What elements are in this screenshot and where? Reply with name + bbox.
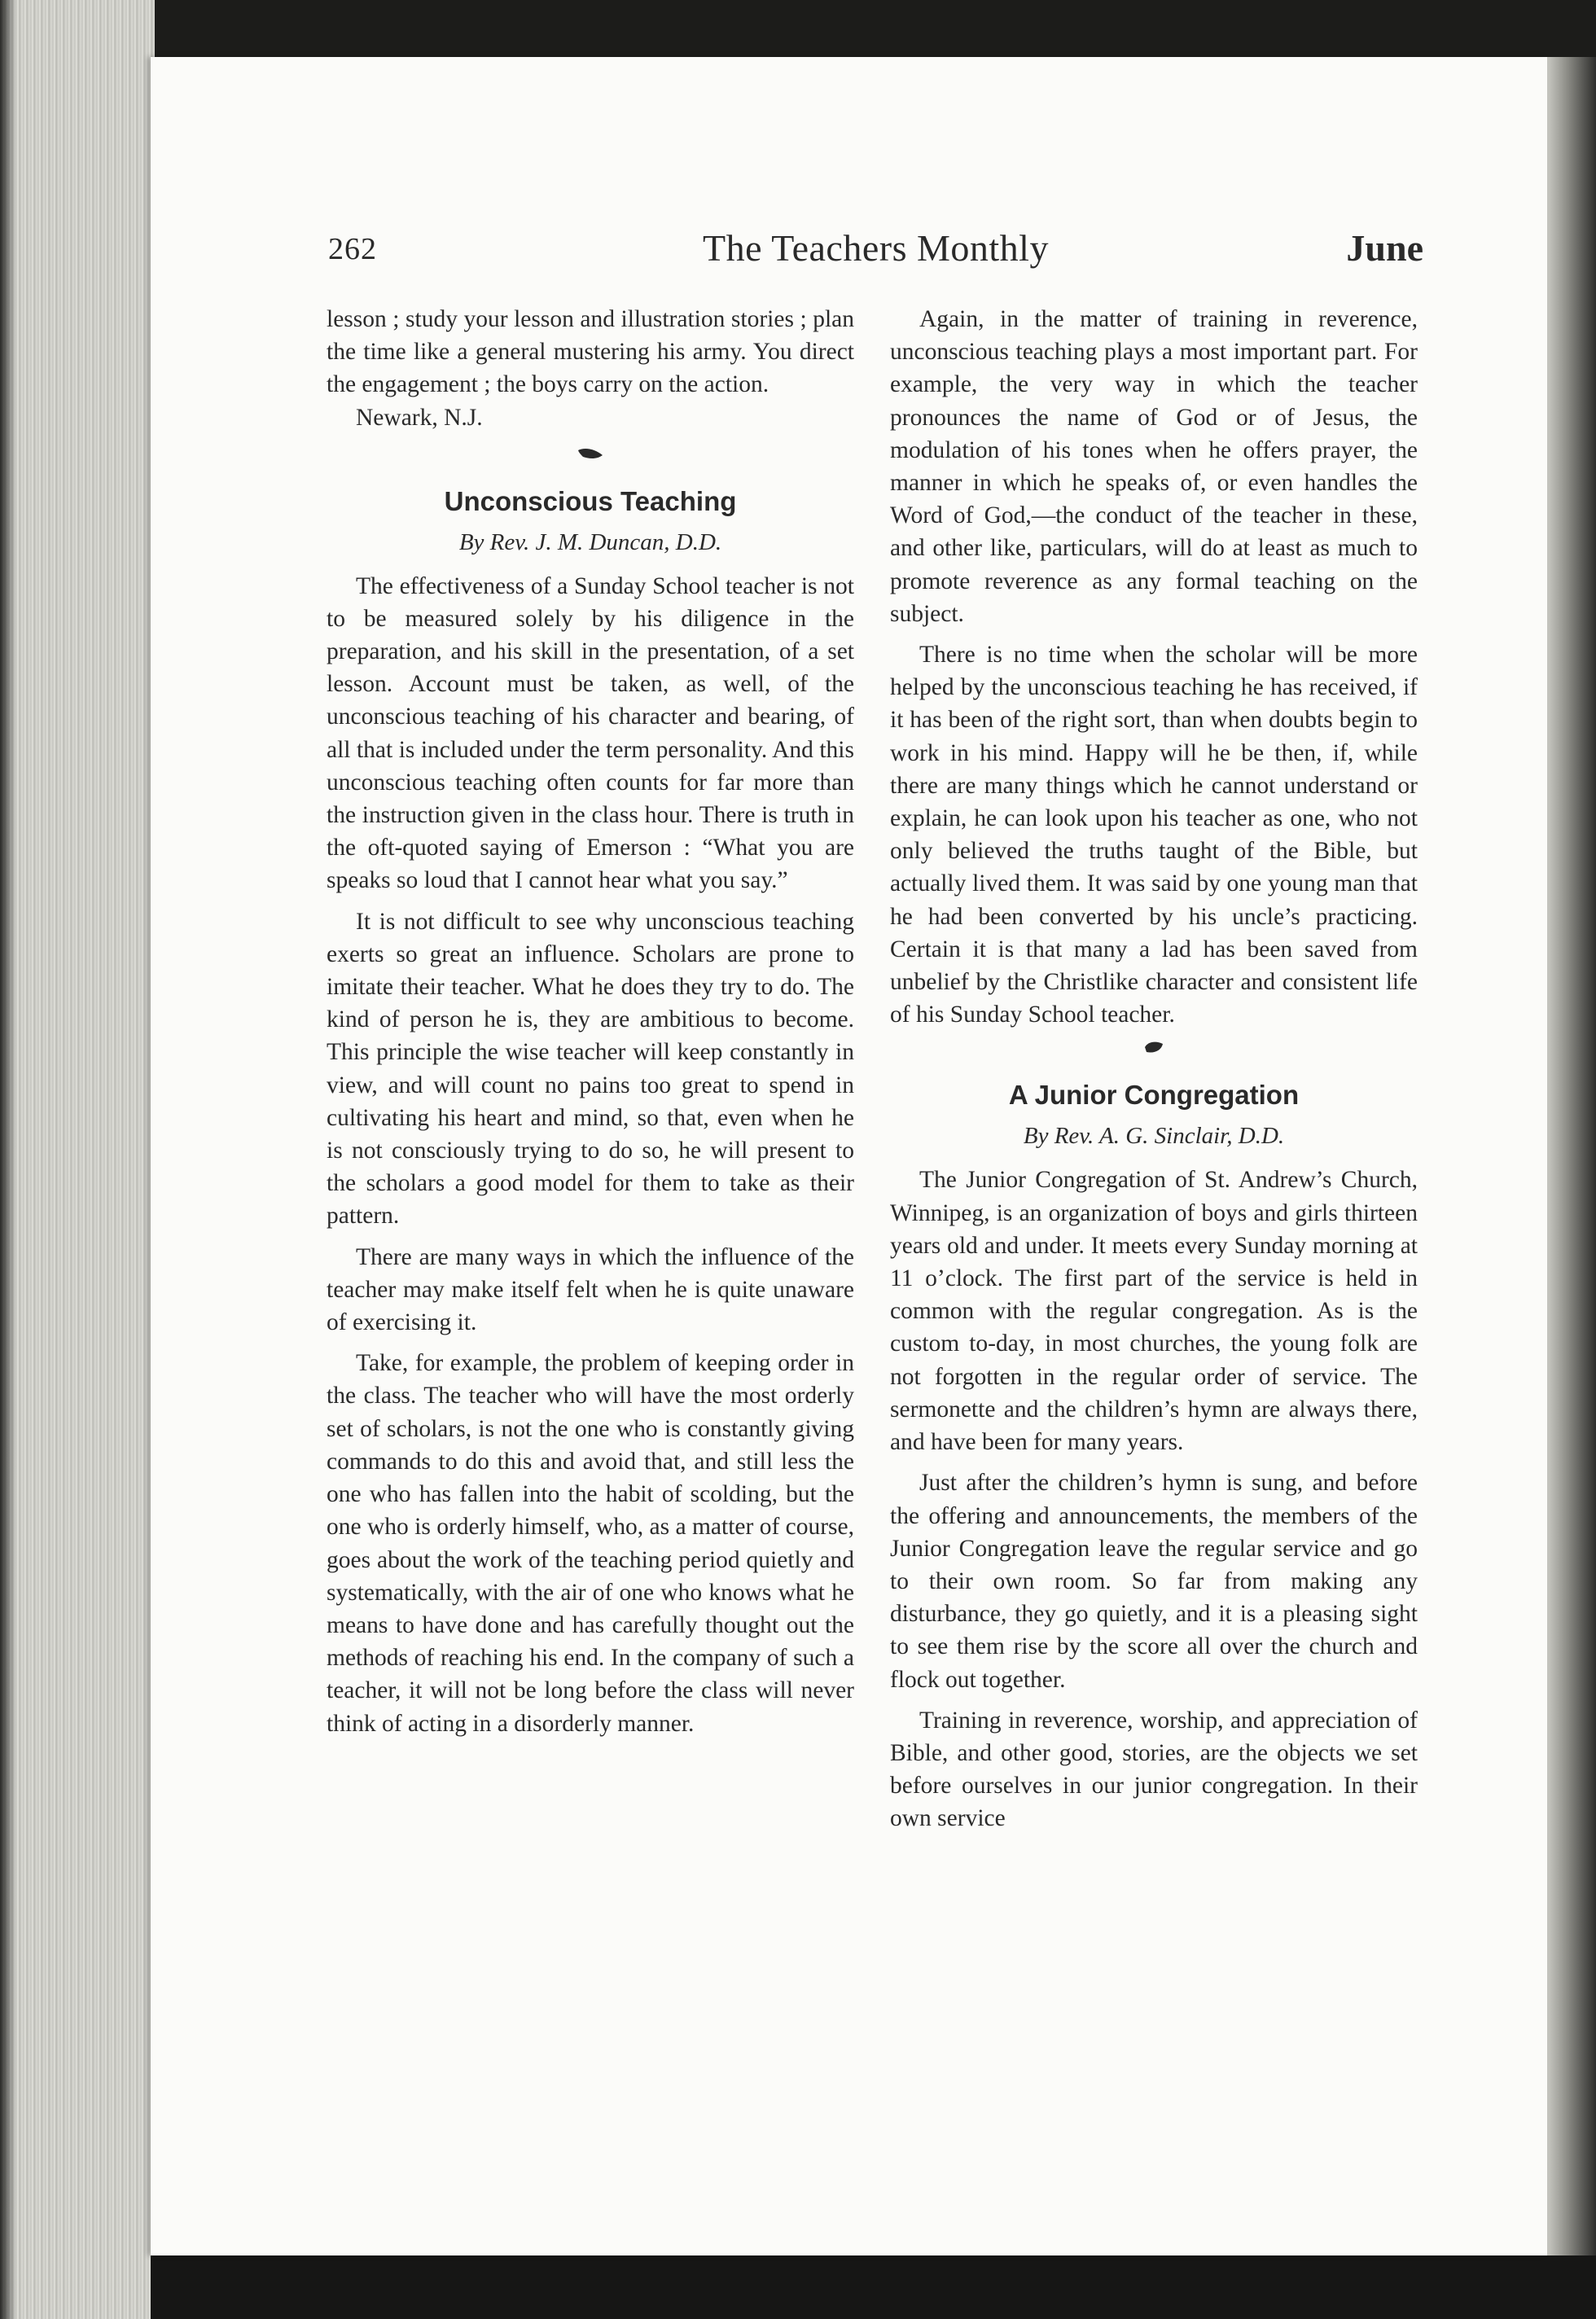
running-header bbox=[328, 226, 1423, 275]
page-stack-edge-left bbox=[0, 0, 155, 2319]
article-byline-duncan: By Rev. J. M. Duncan, D.D. bbox=[458, 528, 722, 555]
article-byline-sinclair: By Rev. A. G. Sinclair, D.D. bbox=[1023, 1123, 1285, 1150]
paragraph: There are many ways in which the influence of the teacher may make itself felt when he is quite unaware of exercising it. bbox=[327, 1243, 854, 1336]
paragraph: Just after the children’s hymn is sung, and before the offering and announcements, the members of the Junior Congregation leave the regular service and go to their own room. So far from making any disturbance, they go quietly, and it is a pleasing sight to see them rise by the score all over the church and flock out together. bbox=[890, 1470, 1418, 1693]
facing-page-edge-right bbox=[1547, 57, 1596, 2255]
journal-title: The Teachers Monthly bbox=[703, 227, 1049, 269]
right-column bbox=[890, 303, 1418, 1843]
paragraph: The Junior Congregation of St. Andrew’s Church, Winnipeg, is an organization of boys and girls thirteen years old and under. It meets every Sunday morning at 11 o’clock. The first part of the service is held in common with the regular congregation. As is the custom to-day, in most churches, the young folk are not forgotten in the regular order of service. The sermonette and the children’s hymn are always there, and have been for many years. bbox=[890, 1167, 1418, 1456]
paragraph: Training in reverence, worship, and appreciation of Bible, and other good, stories, are the objects we set before ourselves in our junior congregation. In their own service bbox=[890, 1707, 1418, 1832]
scan-background-bottom bbox=[151, 2255, 1596, 2319]
issue-month: June bbox=[1346, 227, 1423, 269]
article-title-unconscious-teaching: Unconscious Teaching bbox=[444, 485, 737, 516]
paragraph: It is not difficult to see why unconscious teaching exerts so great an influence. Scholars are prone to imitate their teacher. What he does they try to do. The kind of person he is, they are ambitious to become. This principle the wise teacher will keep constantly in view, and will count no pains too great to spend in cultivating his heart and mind, so that, even when he is not consciously trying to do so, he will present to the scholars a good model for them to take as their pattern. bbox=[327, 908, 854, 1230]
left-column bbox=[327, 303, 854, 1748]
article-title-junior-congregation: A Junior Congregation bbox=[1008, 1080, 1300, 1111]
paragraph: Again, in the matter of training in reverence, unconscious teaching plays a most important part. For example, the very way in which the teacher pronounces the name of God or of Jesus, the modulation of his tones when he offers prayer, the manner in which he speaks of, or even handles the Word of God,—the conduct of the teacher in these, and other like, particulars, will do at least as much to promote reverence as any formal teaching on the subject. bbox=[890, 306, 1418, 627]
page-number: 262 bbox=[328, 232, 377, 266]
continuation-paragraph: lesson ; study your lesson and illustration stories ; plan the time like a general mustering his army. You direct the engagement ; the boys carry on the action. bbox=[327, 306, 854, 398]
paragraph: The effectiveness of a Sunday School teacher is not to be measured solely by his diligence in the preparation, and his skill in the presentation, of a set lesson. Account must be taken, as well, of the unconscious teaching of his character and bearing, of all that is included under the term personality. And this unconscious teaching often counts for far more than the instruction given in the class hour. There is truth in the oft-quoted saying of Emerson : “What you are speaks so loud that I cannot hear what you say.” bbox=[327, 572, 854, 894]
fleuron-ornament-icon bbox=[327, 445, 854, 466]
place-signature: Newark, N.J. bbox=[356, 404, 483, 431]
fleuron-ornament-icon bbox=[890, 1039, 1418, 1059]
paragraph: There is no time when the scholar will be more helped by the unconscious teaching he has received, if it has been of the right sort, than when doubts begin to work in his mind. Happy will he be then, if, while there are many things which he cannot understand or explain, he can look upon his teacher as one, who not only believed the truths taught of the Bible, but actually lived them. It was said by one young man that he had been converted by his uncle’s practicing. Certain it is that many a lad has been saved from unbelief by the Christlike character and consistent life of his Sunday School teacher. bbox=[890, 642, 1418, 1028]
paragraph: Take, for example, the problem of keeping order in the class. The teacher who will have the most orderly set of scholars, is not the one who is constantly giving commands to do this and avoid that, and still less the one who has fallen into the habit of scolding, but the one who is orderly himself, who, as a matter of course, goes about the work of the teaching period quietly and systematically, with the air of one who knows what he means to have done and has carefully thought out the methods of reaching his end. In the company of such a teacher, it will not be long before the class will never think of acting in a disorderly manner. bbox=[327, 1350, 855, 1737]
